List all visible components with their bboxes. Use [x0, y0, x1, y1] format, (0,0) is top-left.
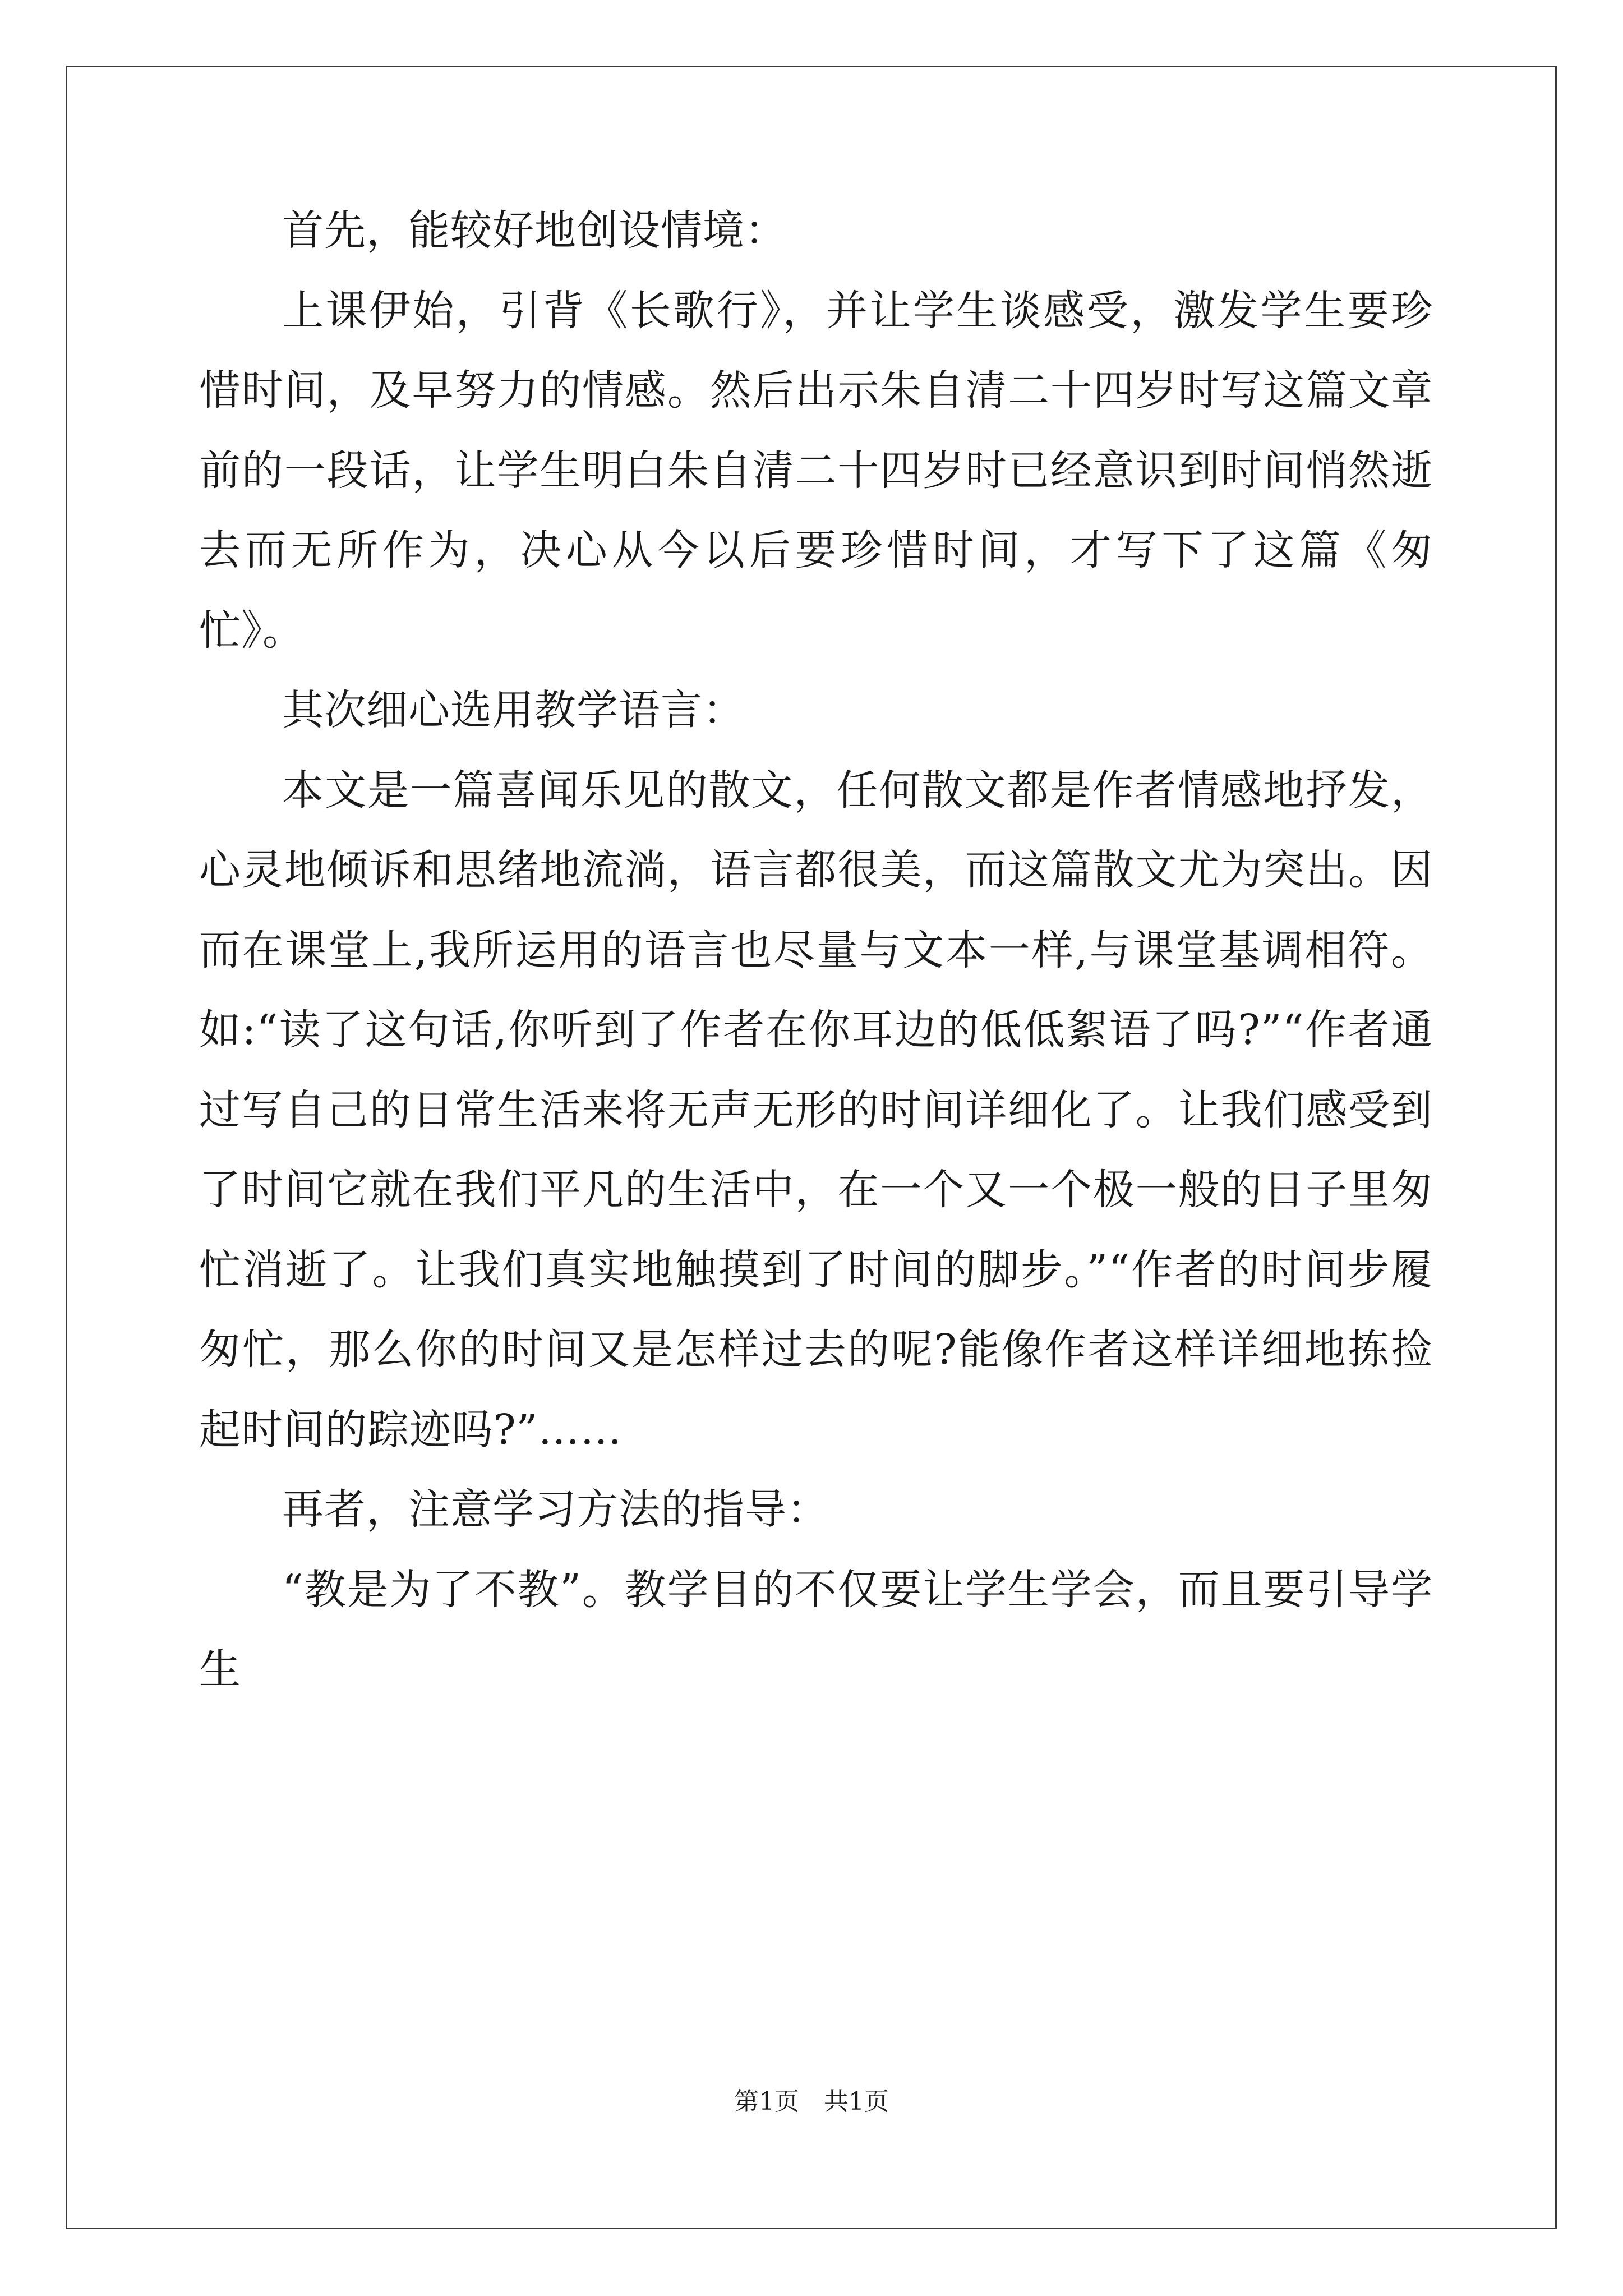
paragraph-2: 上课伊始，引背《长歌行》，并让学生谈感受，激发学生要珍惜时间，及早努力的情感。然后出示朱自清二十四岁时写这篇文章前的一段话，让学生明白朱自清二十四岁时已经意识到时间悄然逝去而无所作为，决心从今以后要珍惜时间，才写下了这篇《匆忙》。 — [199, 286, 1433, 655]
paragraph-4: 本文是一篇喜闻乐见的散文，任何散文都是作者情感地抒发，心灵地倾诉和思绪地流淌，语言都很美，而这篇散文尤为突出。因而在课堂上,我所运用的语言也尽量与文本一样,与课堂基调相符。如:“读了这句话,你听到了作者在你耳边的低低絮语了吗?”“作者通过写自己的日常生活来将无声无形的时间详细化了。让我们感受到了时间它就在我们平凡的生活中，在一个又一个极一般的日子里匆忙消逝了。让我们真实地触摸到了时间的脚步。”“作者的时间步履匆忙，那么你的时间又是怎样过去的呢?能像作者这样详细地拣捡起时间的踪迹吗?”…… — [199, 766, 1433, 1454]
paragraph-5: 再者，注意学习方法的指导： — [282, 1485, 829, 1534]
paragraph-3: 其次细心选用教学语言： — [282, 686, 745, 734]
paragraph-1: 首先，能较好地创设情境： — [282, 206, 787, 255]
document-body — [199, 191, 1433, 1710]
paragraph-6: “教是为了不教”。教学目的不仅要让学生学会，而且要引导学生 — [199, 1565, 1433, 1694]
page-footer: 第1页 共1页 — [734, 2087, 889, 2116]
